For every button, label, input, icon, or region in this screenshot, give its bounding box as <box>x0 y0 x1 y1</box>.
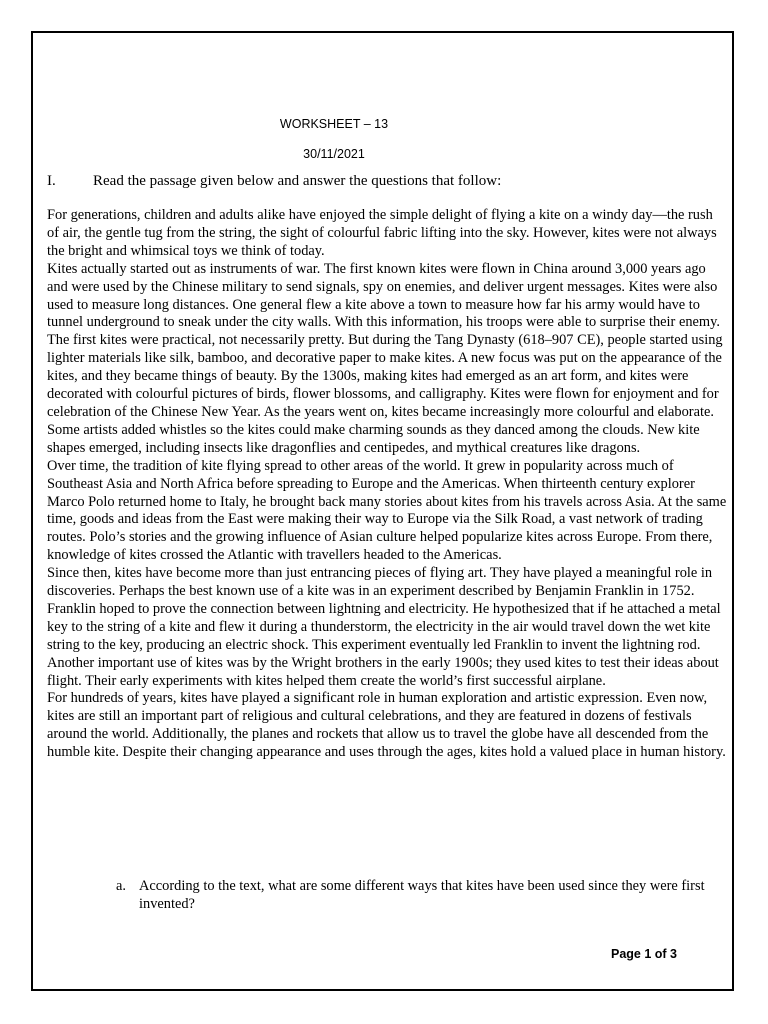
question-text: According to the text, what are some different ways that kites have been used since they were first invented? <box>139 878 705 912</box>
passage-paragraph-1: For generations, children and adults alike have enjoyed the simple delight of flying a kite on a windy day—the rush of air, the gentle tug from the string, the sight of colourful fabric lifting into the sky. However, kites were not always the bright and whimsical toys we think of today. <box>47 207 717 259</box>
worksheet-date: 30/11/2021 <box>303 147 365 161</box>
instruction-number: I. <box>47 173 56 189</box>
instruction <box>47 172 727 190</box>
passage-paragraph-2: Kites actually started out as instruments of war. The first known kites were flown in China around 3,000 years ago and were used by the Chinese military to send signals, spy on enemies, and deliver urgent messages. Kites were also used to measure long distances. One general flew a kite above a town to measure how far his army would have to tunnel underground to sneak under the city walls. With this information, his troops were able to surprise their enemy. <box>47 260 720 331</box>
page-number: Page 1 of 3 <box>611 947 677 961</box>
worksheet-title: WORKSHEET – 13 <box>279 117 389 131</box>
question-letter: a. <box>116 878 126 894</box>
passage-paragraph-6: For hundreds of years, kites have played a significant role in human exploration and artistic expression. Even now, kites are still an important part of religious and cultural celebrations, and they are featured in dozens of festivals around the world. Additionally, the planes and rockets that allow us to travel the globe have all descended from the humble kite. Despite their changing appearance and uses through the ages, kites hold a valued place in human history. <box>47 690 726 761</box>
passage-paragraph-4: Over time, the tradition of kite flying spread to other areas of the world. It grew in popularity across much of Southeast Asia and North Africa before spreading to Europe and the Americas. When thirteenth century explorer Marco Polo returned home to Italy, he brought back many stories about kites from his travels across Asia. At the same time, goods and ideas from the East were making their way to Europe via the Silk Road, a vast network of trading routes. Polo’s stories and the growing influence of Asian culture helped popularize kites across Europe. From there, knowledge of kites crossed the Atlantic with travellers headed to the Americas. <box>47 457 727 564</box>
question-a <box>116 877 726 913</box>
passage-paragraph-5: Since then, kites have become more than just entrancing pieces of flying art. They have played a meaningful role in discoveries. Perhaps the best known use of a kite was in an experiment described by Benjamin Franklin in 1752. Franklin hoped to prove the connection between lightning and electricity. He hypothesized that if he attached a metal key to the string of a kite and flew it during a thunderstorm, the electricity in the air would travel down the wet kite string to the key, producing an electric shock. This experiment eventually led Franklin to invent the lightning rod. Another important use of kites was by the Wright brothers in the early 1900s; they used kites to test their ideas about flight. Their early experiments with kites helped them create the world’s first successful airplane. <box>47 565 721 689</box>
passage-paragraph-3: The first kites were practical, not necessarily pretty. But during the Tang Dynasty (618–907 CE), people started using lighter materials like silk, bamboo, and decorative paper to make kites. A new focus was put on the appearance of the kites, and they became things of beauty. By the 1300s, making kites had emerged as an art form, and kites were decorated with colourful pictures of birds, flower blossoms, and calligraphy. Kites were flown for enjoyment and for celebration of the Chinese New Year. As the years went on, kites became increasingly more colourful and elaborate. Some artists added whistles so the kites could make charming sounds as they danced among the clouds. New kite shapes emerged, including insects like dragonflies and centipedes, and mythical creatures like dragons. <box>47 332 723 456</box>
reading-passage <box>47 207 727 762</box>
instruction-text: Read the passage given below and answer the questions that follow: <box>93 173 502 189</box>
